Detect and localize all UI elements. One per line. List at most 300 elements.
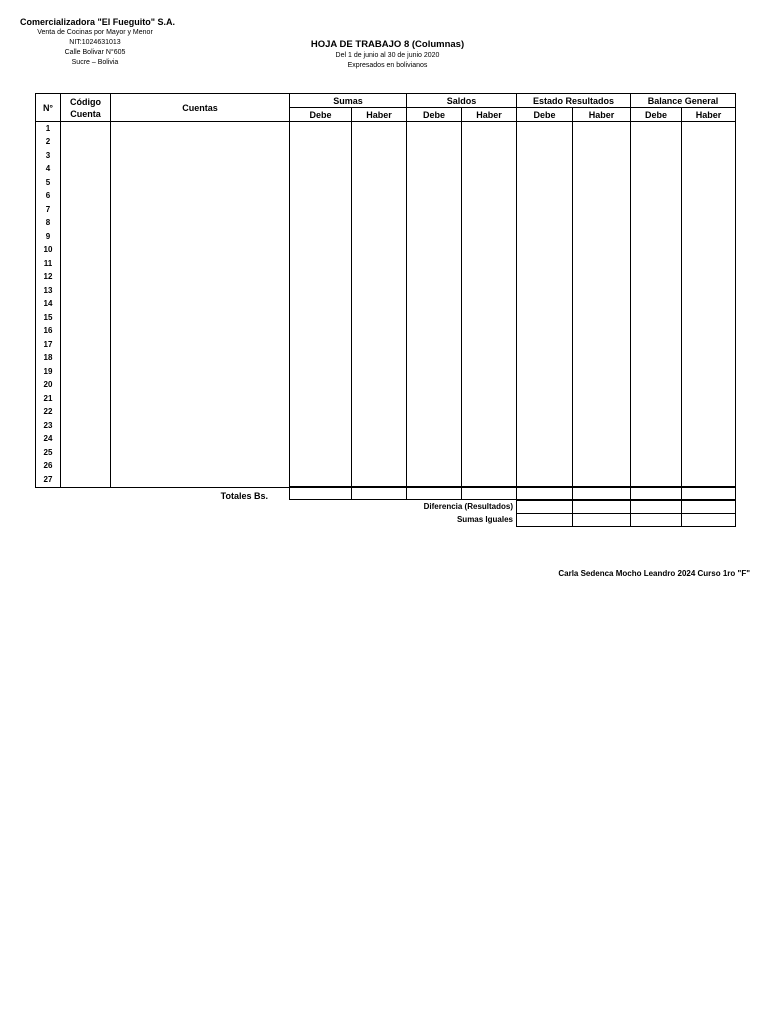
table-cell[interactable] xyxy=(111,190,290,204)
table-cell[interactable] xyxy=(631,325,682,339)
table-cell[interactable] xyxy=(352,392,407,406)
table-cell[interactable] xyxy=(517,392,573,406)
table-cell[interactable] xyxy=(407,446,462,460)
table-cell[interactable] xyxy=(61,460,111,474)
table-cell[interactable] xyxy=(631,352,682,366)
table-cell[interactable] xyxy=(573,257,631,271)
table-cell[interactable] xyxy=(631,203,682,217)
table-cell[interactable] xyxy=(682,365,736,379)
table-cell[interactable] xyxy=(407,433,462,447)
table-cell[interactable] xyxy=(631,230,682,244)
table-cell[interactable] xyxy=(517,352,573,366)
table-cell[interactable] xyxy=(682,338,736,352)
table-cell[interactable] xyxy=(517,230,573,244)
table-cell[interactable] xyxy=(517,473,573,487)
table-cell[interactable] xyxy=(682,163,736,177)
table-cell[interactable] xyxy=(61,433,111,447)
table-cell[interactable] xyxy=(631,190,682,204)
table-cell[interactable] xyxy=(352,244,407,258)
table-cell[interactable] xyxy=(462,311,517,325)
table-cell[interactable] xyxy=(407,176,462,190)
table-cell[interactable] xyxy=(111,163,290,177)
diferencia-cell-resultados-haber[interactable] xyxy=(572,500,631,514)
table-cell[interactable] xyxy=(407,311,462,325)
table-cell[interactable] xyxy=(682,244,736,258)
table-cell[interactable] xyxy=(517,190,573,204)
table-cell[interactable] xyxy=(517,271,573,285)
table-cell[interactable] xyxy=(352,122,407,136)
sumas-iguales-cell-resultados-haber[interactable] xyxy=(572,513,631,527)
table-cell[interactable] xyxy=(352,379,407,393)
table-cell[interactable] xyxy=(61,230,111,244)
table-cell[interactable] xyxy=(573,271,631,285)
row-number: 26 xyxy=(36,460,61,474)
table-cell[interactable] xyxy=(61,379,111,393)
table-cell[interactable] xyxy=(682,176,736,190)
table-cell[interactable] xyxy=(111,338,290,352)
table-cell[interactable] xyxy=(352,365,407,379)
table-cell[interactable] xyxy=(352,136,407,150)
table-cell[interactable] xyxy=(290,460,352,474)
totales-cell-resultados-debe[interactable] xyxy=(516,486,573,500)
table-cell[interactable] xyxy=(462,203,517,217)
table-cell[interactable] xyxy=(352,298,407,312)
table-cell[interactable] xyxy=(682,271,736,285)
table-cell[interactable] xyxy=(631,406,682,420)
sumas-iguales-cell-balance-debe[interactable] xyxy=(630,513,682,527)
table-cell[interactable] xyxy=(61,325,111,339)
table-cell[interactable] xyxy=(407,365,462,379)
table-cell[interactable] xyxy=(631,419,682,433)
row-number: 6 xyxy=(36,190,61,204)
table-cell[interactable] xyxy=(573,379,631,393)
table-cell[interactable] xyxy=(462,446,517,460)
table-cell[interactable] xyxy=(61,163,111,177)
table-cell[interactable] xyxy=(407,136,462,150)
table-cell[interactable] xyxy=(682,392,736,406)
table-cell[interactable] xyxy=(517,244,573,258)
table-cell[interactable] xyxy=(462,122,517,136)
table-cell[interactable] xyxy=(517,379,573,393)
table-cell[interactable] xyxy=(682,352,736,366)
table-cell[interactable] xyxy=(61,284,111,298)
table-cell[interactable] xyxy=(290,230,352,244)
table-cell[interactable] xyxy=(517,446,573,460)
table-cell[interactable] xyxy=(682,136,736,150)
table-cell[interactable] xyxy=(573,338,631,352)
totales-cell-balance-haber[interactable] xyxy=(681,486,736,500)
table-cell[interactable] xyxy=(462,419,517,433)
table-cell[interactable] xyxy=(631,149,682,163)
table-cell[interactable] xyxy=(290,365,352,379)
table-cell[interactable] xyxy=(631,163,682,177)
table-cell[interactable] xyxy=(290,406,352,420)
table-cell[interactable] xyxy=(462,392,517,406)
table-cell[interactable] xyxy=(682,298,736,312)
table-cell[interactable] xyxy=(290,311,352,325)
table-cell[interactable] xyxy=(407,122,462,136)
table-cell[interactable] xyxy=(573,122,631,136)
table-cell[interactable] xyxy=(352,419,407,433)
table-cell[interactable] xyxy=(111,257,290,271)
table-cell[interactable] xyxy=(111,419,290,433)
table-cell[interactable] xyxy=(290,433,352,447)
sumas-iguales-cell-resultados-debe[interactable] xyxy=(516,513,573,527)
table-cell[interactable] xyxy=(462,433,517,447)
table-cell[interactable] xyxy=(573,419,631,433)
table-cell[interactable] xyxy=(352,230,407,244)
table-cell[interactable] xyxy=(517,365,573,379)
table-cell[interactable] xyxy=(61,473,111,487)
table-cell[interactable] xyxy=(517,406,573,420)
table-cell[interactable] xyxy=(407,217,462,231)
table-cell[interactable] xyxy=(631,257,682,271)
table-cell[interactable] xyxy=(462,257,517,271)
table-cell[interactable] xyxy=(352,284,407,298)
table-cell[interactable] xyxy=(631,284,682,298)
table-cell[interactable] xyxy=(573,298,631,312)
company-header xyxy=(20,16,176,68)
table-cell[interactable] xyxy=(61,365,111,379)
table-cell[interactable] xyxy=(517,284,573,298)
table-cell[interactable] xyxy=(352,473,407,487)
table-cell[interactable] xyxy=(631,298,682,312)
table-cell[interactable] xyxy=(290,217,352,231)
table-cell[interactable] xyxy=(462,338,517,352)
table-cell[interactable] xyxy=(407,190,462,204)
table-cell[interactable] xyxy=(573,190,631,204)
table-cell[interactable] xyxy=(462,244,517,258)
table-cell[interactable] xyxy=(573,365,631,379)
table-cell[interactable] xyxy=(407,203,462,217)
table-cell[interactable] xyxy=(517,163,573,177)
table-row xyxy=(36,217,736,231)
table-cell[interactable] xyxy=(407,406,462,420)
table-cell[interactable] xyxy=(352,257,407,271)
table-cell[interactable] xyxy=(682,257,736,271)
row-number: 18 xyxy=(36,352,61,366)
table-cell[interactable] xyxy=(61,338,111,352)
table-cell[interactable] xyxy=(573,473,631,487)
table-cell[interactable] xyxy=(573,284,631,298)
table-cell[interactable] xyxy=(407,338,462,352)
table-cell[interactable] xyxy=(111,460,290,474)
table-cell[interactable] xyxy=(682,406,736,420)
table-cell[interactable] xyxy=(517,325,573,339)
table-cell[interactable] xyxy=(352,460,407,474)
table-cell[interactable] xyxy=(682,203,736,217)
table-cell[interactable] xyxy=(631,392,682,406)
table-cell[interactable] xyxy=(517,136,573,150)
table-cell[interactable] xyxy=(111,311,290,325)
table-cell[interactable] xyxy=(407,379,462,393)
author-signature: Carla Sedenca Mocho Leandro 2024 Curso 1ro "F" xyxy=(558,569,750,578)
table-cell[interactable] xyxy=(61,311,111,325)
table-cell[interactable] xyxy=(682,217,736,231)
header-codigo: Código xyxy=(70,96,101,107)
table-cell[interactable] xyxy=(407,271,462,285)
table-cell[interactable] xyxy=(462,365,517,379)
table-cell[interactable] xyxy=(573,325,631,339)
row-number: 13 xyxy=(36,284,61,298)
table-cell[interactable] xyxy=(111,203,290,217)
table-cell[interactable] xyxy=(573,230,631,244)
table-cell[interactable] xyxy=(462,284,517,298)
table-cell[interactable] xyxy=(290,271,352,285)
table-cell[interactable] xyxy=(462,298,517,312)
table-row xyxy=(36,338,736,352)
table-cell[interactable] xyxy=(352,325,407,339)
table-cell[interactable] xyxy=(290,338,352,352)
table-cell[interactable] xyxy=(111,230,290,244)
table-cell[interactable] xyxy=(111,284,290,298)
table-cell[interactable] xyxy=(111,392,290,406)
table-cell[interactable] xyxy=(61,217,111,231)
table-cell[interactable] xyxy=(290,257,352,271)
table-cell[interactable] xyxy=(111,379,290,393)
table-cell[interactable] xyxy=(290,352,352,366)
table-cell[interactable] xyxy=(631,217,682,231)
table-cell[interactable] xyxy=(407,473,462,487)
totales-cell-sumas-haber[interactable] xyxy=(351,486,407,500)
table-cell[interactable] xyxy=(407,284,462,298)
table-cell[interactable] xyxy=(462,460,517,474)
table-cell[interactable] xyxy=(61,257,111,271)
table-cell[interactable] xyxy=(61,122,111,136)
table-cell[interactable] xyxy=(111,352,290,366)
table-cell[interactable] xyxy=(61,392,111,406)
table-cell[interactable] xyxy=(111,122,290,136)
table-cell[interactable] xyxy=(290,379,352,393)
table-cell[interactable] xyxy=(407,352,462,366)
table-cell[interactable] xyxy=(682,149,736,163)
table-cell[interactable] xyxy=(290,176,352,190)
table-cell[interactable] xyxy=(682,379,736,393)
table-cell[interactable] xyxy=(631,338,682,352)
table-cell[interactable] xyxy=(61,136,111,150)
table-cell[interactable] xyxy=(462,176,517,190)
table-cell[interactable] xyxy=(61,176,111,190)
table-cell[interactable] xyxy=(407,419,462,433)
table-cell[interactable] xyxy=(517,217,573,231)
table-cell[interactable] xyxy=(352,176,407,190)
table-cell[interactable] xyxy=(61,352,111,366)
table-cell[interactable] xyxy=(61,149,111,163)
table-cell[interactable] xyxy=(352,217,407,231)
table-cell[interactable] xyxy=(407,298,462,312)
table-cell[interactable] xyxy=(631,433,682,447)
table-cell[interactable] xyxy=(631,365,682,379)
table-cell[interactable] xyxy=(352,163,407,177)
table-cell[interactable] xyxy=(573,136,631,150)
table-cell[interactable] xyxy=(111,136,290,150)
table-cell[interactable] xyxy=(573,311,631,325)
table-cell[interactable] xyxy=(517,298,573,312)
table-cell[interactable] xyxy=(682,284,736,298)
table-cell[interactable] xyxy=(462,271,517,285)
table-cell[interactable] xyxy=(517,311,573,325)
table-cell[interactable] xyxy=(290,392,352,406)
table-cell[interactable] xyxy=(462,325,517,339)
table-cell[interactable] xyxy=(290,298,352,312)
table-cell[interactable] xyxy=(61,203,111,217)
table-cell[interactable] xyxy=(111,244,290,258)
table-cell[interactable] xyxy=(111,406,290,420)
table-cell[interactable] xyxy=(517,460,573,474)
table-cell[interactable] xyxy=(407,163,462,177)
table-cell[interactable] xyxy=(573,446,631,460)
table-cell[interactable] xyxy=(352,311,407,325)
totales-cell-saldos-haber[interactable] xyxy=(461,486,517,500)
table-cell[interactable] xyxy=(290,284,352,298)
table-cell[interactable] xyxy=(352,446,407,460)
table-cell[interactable] xyxy=(517,176,573,190)
diferencia-cell-balance-debe[interactable] xyxy=(630,500,682,514)
diferencia-cell-balance-haber[interactable] xyxy=(681,500,736,514)
table-cell[interactable] xyxy=(61,406,111,420)
table-cell[interactable] xyxy=(682,122,736,136)
table-cell[interactable] xyxy=(290,136,352,150)
table-cell[interactable] xyxy=(631,122,682,136)
table-cell[interactable] xyxy=(407,325,462,339)
table-cell[interactable] xyxy=(111,433,290,447)
table-cell[interactable] xyxy=(111,149,290,163)
totales-cell-resultados-haber[interactable] xyxy=(572,486,631,500)
table-cell[interactable] xyxy=(290,244,352,258)
diferencia-cell-resultados-debe[interactable] xyxy=(516,500,573,514)
table-cell[interactable] xyxy=(517,203,573,217)
table-cell[interactable] xyxy=(290,419,352,433)
table-cell[interactable] xyxy=(352,271,407,285)
table-cell[interactable] xyxy=(61,298,111,312)
sumas-iguales-cell-balance-haber[interactable] xyxy=(681,513,736,527)
table-cell[interactable] xyxy=(517,433,573,447)
totales-cell-saldos-debe[interactable] xyxy=(406,486,462,500)
table-cell[interactable] xyxy=(682,419,736,433)
table-row xyxy=(36,460,736,474)
table-cell[interactable] xyxy=(631,446,682,460)
table-cell[interactable] xyxy=(111,271,290,285)
table-cell[interactable] xyxy=(517,257,573,271)
table-cell[interactable] xyxy=(352,190,407,204)
table-cell[interactable] xyxy=(290,163,352,177)
table-cell[interactable] xyxy=(61,446,111,460)
table-cell[interactable] xyxy=(573,149,631,163)
table-cell[interactable] xyxy=(631,379,682,393)
table-cell[interactable] xyxy=(407,230,462,244)
table-cell[interactable] xyxy=(682,460,736,474)
table-cell[interactable] xyxy=(462,163,517,177)
table-cell[interactable] xyxy=(111,298,290,312)
table-cell[interactable] xyxy=(462,190,517,204)
row-number: 19 xyxy=(36,365,61,379)
table-row xyxy=(36,419,736,433)
table-cell[interactable] xyxy=(462,406,517,420)
table-cell[interactable] xyxy=(290,473,352,487)
table-cell[interactable] xyxy=(631,271,682,285)
table-cell[interactable] xyxy=(462,230,517,244)
table-cell[interactable] xyxy=(111,325,290,339)
table-cell[interactable] xyxy=(462,149,517,163)
table-cell[interactable] xyxy=(573,392,631,406)
table-cell[interactable] xyxy=(631,136,682,150)
table-cell[interactable] xyxy=(352,352,407,366)
row-number: 5 xyxy=(36,176,61,190)
table-cell[interactable] xyxy=(462,352,517,366)
table-cell[interactable] xyxy=(290,325,352,339)
table-cell[interactable] xyxy=(61,190,111,204)
table-cell[interactable] xyxy=(352,338,407,352)
table-cell[interactable] xyxy=(682,473,736,487)
table-cell[interactable] xyxy=(573,203,631,217)
table-cell[interactable] xyxy=(517,149,573,163)
table-cell[interactable] xyxy=(682,446,736,460)
table-cell[interactable] xyxy=(462,217,517,231)
table-cell[interactable] xyxy=(682,311,736,325)
table-cell[interactable] xyxy=(682,433,736,447)
table-cell[interactable] xyxy=(352,149,407,163)
table-cell[interactable] xyxy=(290,149,352,163)
table-cell[interactable] xyxy=(111,365,290,379)
table-cell[interactable] xyxy=(61,419,111,433)
table-cell[interactable] xyxy=(61,271,111,285)
table-cell[interactable] xyxy=(111,176,290,190)
table-cell[interactable] xyxy=(631,244,682,258)
table-cell[interactable] xyxy=(462,473,517,487)
table-cell[interactable] xyxy=(573,406,631,420)
table-cell[interactable] xyxy=(631,176,682,190)
table-cell[interactable] xyxy=(290,446,352,460)
table-cell[interactable] xyxy=(352,406,407,420)
table-cell[interactable] xyxy=(290,190,352,204)
table-cell[interactable] xyxy=(407,460,462,474)
table-cell[interactable] xyxy=(573,433,631,447)
table-cell[interactable] xyxy=(352,203,407,217)
table-cell[interactable] xyxy=(407,257,462,271)
table-cell[interactable] xyxy=(682,230,736,244)
table-cell[interactable] xyxy=(111,446,290,460)
table-cell[interactable] xyxy=(573,244,631,258)
table-cell[interactable] xyxy=(573,163,631,177)
table-cell[interactable] xyxy=(573,460,631,474)
table-cell[interactable] xyxy=(407,244,462,258)
table-cell[interactable] xyxy=(407,149,462,163)
table-cell[interactable] xyxy=(631,473,682,487)
table-cell[interactable] xyxy=(352,433,407,447)
table-cell[interactable] xyxy=(290,203,352,217)
table-cell[interactable] xyxy=(111,217,290,231)
table-cell[interactable] xyxy=(462,379,517,393)
table-cell[interactable] xyxy=(111,473,290,487)
table-cell[interactable] xyxy=(61,244,111,258)
table-cell[interactable] xyxy=(682,190,736,204)
table-cell[interactable] xyxy=(573,217,631,231)
table-cell[interactable] xyxy=(407,392,462,406)
totales-cell-sumas-debe[interactable] xyxy=(289,486,352,500)
table-cell[interactable] xyxy=(462,136,517,150)
table-cell[interactable] xyxy=(517,338,573,352)
table-cell[interactable] xyxy=(573,176,631,190)
table-cell[interactable] xyxy=(631,311,682,325)
table-cell[interactable] xyxy=(573,352,631,366)
table-cell[interactable] xyxy=(631,460,682,474)
totales-cell-balance-debe[interactable] xyxy=(630,486,682,500)
table-cell[interactable] xyxy=(517,122,573,136)
table-cell[interactable] xyxy=(517,419,573,433)
table-cell[interactable] xyxy=(290,122,352,136)
header-saldos-debe: Debe xyxy=(407,108,462,122)
table-cell[interactable] xyxy=(682,325,736,339)
